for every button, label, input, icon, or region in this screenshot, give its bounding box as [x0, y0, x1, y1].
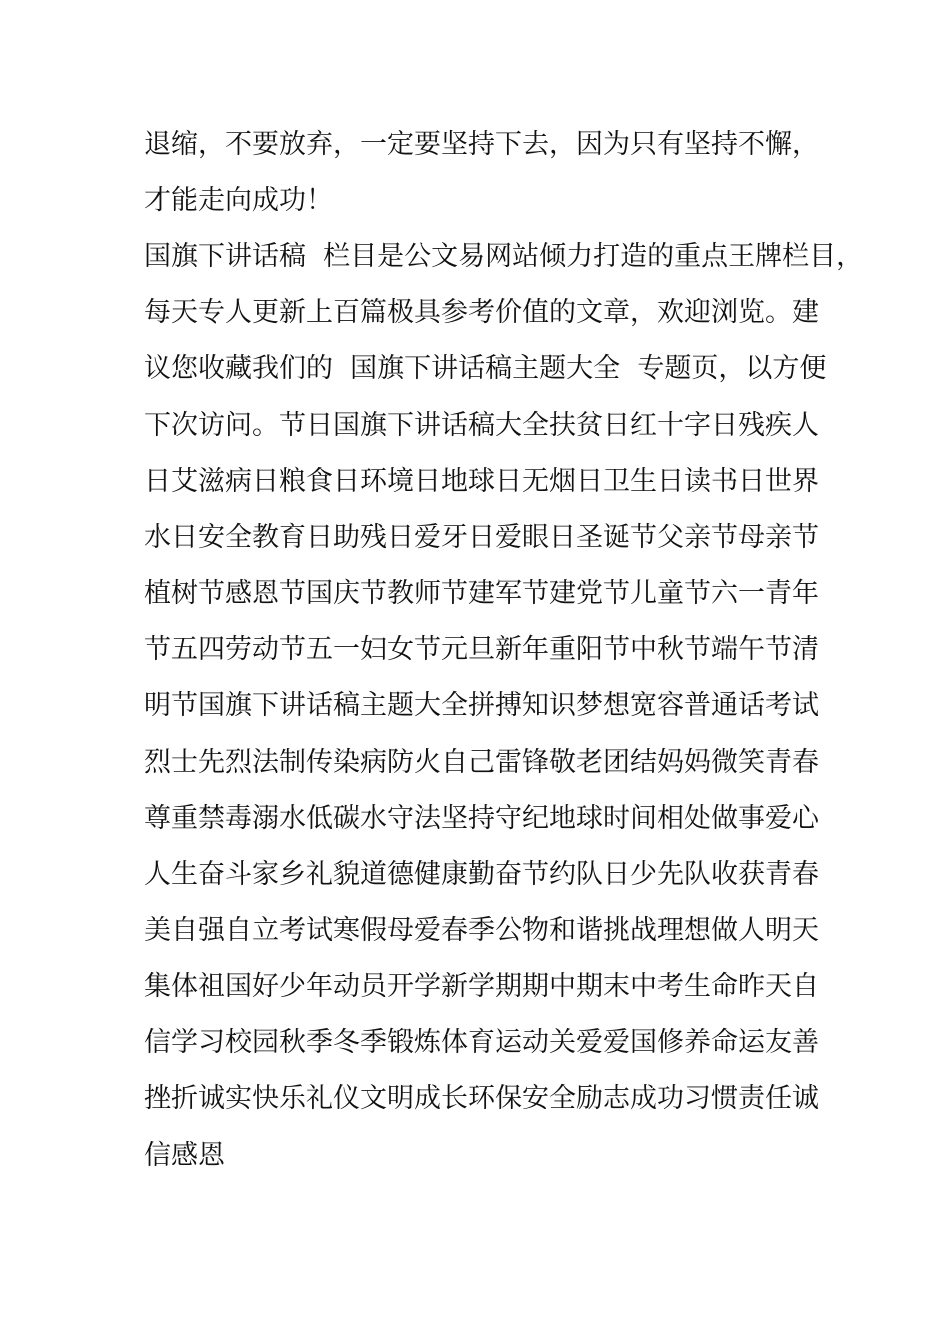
text-line-12: 烈士先烈法制传染病防火自己雷锋敬老团结妈妈微笑青春 [144, 747, 819, 778]
text-line-17: 信学习校园秋季冬季锻炼体育运动关爱爱国修养命运友善 [144, 1027, 819, 1058]
text-line-11: 明节国旗下讲话稿主题大全拼搏知识梦想宽容普通话考试 [144, 690, 819, 721]
text-line-4: 每天专人更新上百篇极具参考价值的文章，欢迎浏览。建 [144, 297, 819, 328]
text-line-5: 议您收藏我们的 国旗下讲话稿主题大全 专题页，以方便 [144, 353, 827, 384]
text-line-3: 国旗下讲话稿 栏目是公文易网站倾力打造的重点王牌栏目， [144, 241, 864, 272]
text-line-14: 人生奋斗家乡礼貌道德健康勤奋节约队日少先队收获青春 [144, 859, 819, 890]
text-line-6: 下次访问。节日国旗下讲话稿大全扶贫日红十字日残疾人 [144, 410, 819, 441]
text-line-7: 日艾滋病日粮食日环境日地球日无烟日卫生日读书日世界 [144, 466, 819, 497]
text-line-10: 节五四劳动节五一妇女节元旦新年重阳节中秋节端午节清 [144, 634, 819, 665]
text-line-18: 挫折诚实快乐礼仪文明成长环保安全励志成功习惯责任诚 [144, 1083, 819, 1114]
text-line-16: 集体祖国好少年动员开学新学期期中期末中考生命昨天自 [144, 971, 819, 1002]
text-line-19: 信感恩 [144, 1140, 225, 1171]
text-line-13: 尊重禁毒溺水低碳水守法坚持守纪地球时间相处做事爱心 [144, 803, 819, 834]
text-line-8: 水日安全教育日助残日爱牙日爱眼日圣诞节父亲节母亲节 [144, 522, 819, 553]
text-line-9: 植树节感恩节国庆节教师节建军节建党节儿童节六一青年 [144, 578, 819, 609]
text-line-2: 才能走向成功！ [144, 185, 333, 216]
text-line-15: 美自强自立考试寒假母爱春季公物和谐挑战理想做人明天 [144, 915, 819, 946]
text-line-1: 退缩，不要放弃，一定要坚持下去，因为只有坚持不懈， [144, 129, 819, 160]
